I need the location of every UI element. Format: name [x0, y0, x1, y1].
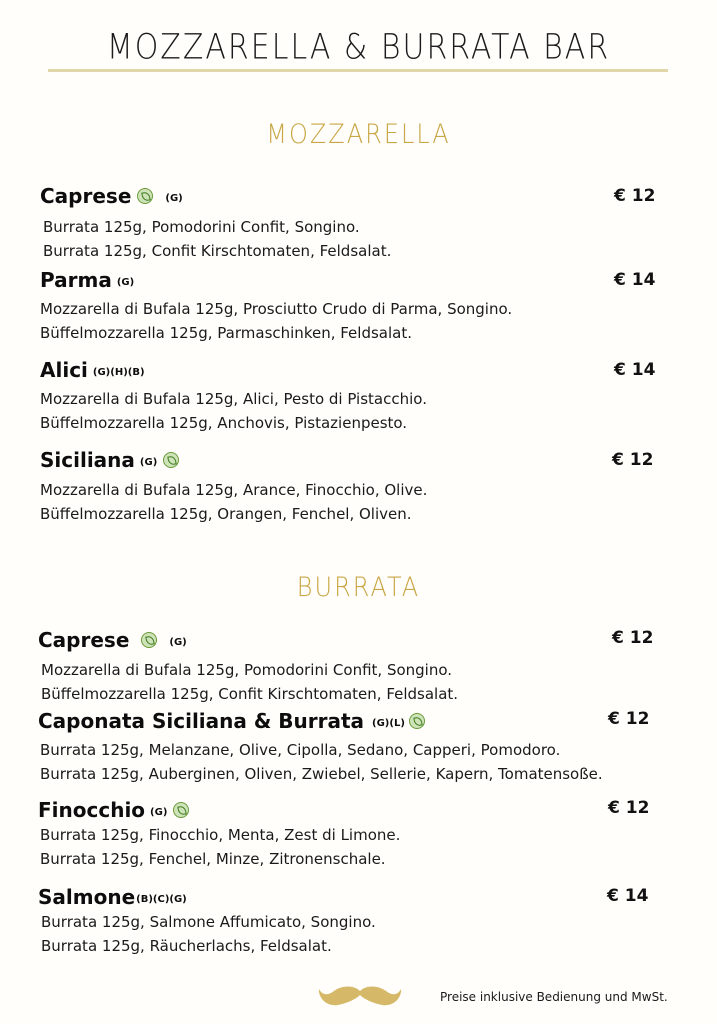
item-name-row: [40, 448, 179, 472]
item-name: Alici: [40, 358, 88, 382]
item-description-german: Büffelmozzarella 125g, Anchovis, Pistazienpesto.: [40, 414, 408, 432]
item-price: € 12: [612, 450, 654, 470]
item-description-italian: Mozzarella di Bufala 125g, Pomodorini Confit, Songino.: [41, 661, 453, 679]
item-name-row: [38, 709, 425, 733]
mustache-icon: [318, 983, 402, 1009]
allergen-codes: (B)(C)(G): [136, 893, 187, 905]
allergen-codes: (G)(L): [372, 717, 405, 729]
item-description-italian: Burrata 125g, Salmone Affumicato, Songino.: [41, 913, 376, 931]
item-name: Parma: [40, 268, 112, 292]
item-name-row: [40, 268, 134, 292]
vegetarian-leaf-icon: [137, 188, 153, 204]
item-description-italian: Burrata 125g, Melanzane, Olive, Cipolla, Sedano, Capperi, Pomodoro.: [40, 741, 561, 759]
item-description-german: Burrata 125g, Confit Kirschtomaten, Feldsalat.: [43, 242, 392, 260]
item-description-italian: Burrata 125g, Finocchio, Menta, Zest di Limone.: [40, 826, 401, 844]
item-description-italian: Burrata 125g, Pomodorini Confit, Songino.: [43, 218, 360, 236]
item-name: Finocchio: [38, 798, 146, 822]
allergen-codes: (G): [139, 456, 158, 468]
allergen-codes: (G): [116, 276, 135, 288]
item-name-row: [38, 628, 187, 652]
allergen-codes: (G)(H)(B): [92, 366, 145, 378]
item-description-german: Büffelmozzarella 125g, Orangen, Fenchel, Oliven.: [40, 505, 412, 523]
item-price: € 12: [614, 186, 656, 206]
vegetarian-leaf-icon: [173, 802, 189, 818]
item-price: € 12: [608, 709, 650, 729]
item-description-german: Büffelmozzarella 125g, Parmaschinken, Feldsalat.: [40, 324, 412, 342]
item-description-german: Burrata 125g, Auberginen, Oliven, Zwiebel, Sellerie, Kapern, Tomatensoße.: [40, 765, 603, 783]
page-title: MOZZARELLA & BURRATA BAR: [106, 27, 611, 68]
item-name: Caponata Siciliana & Burrata: [38, 709, 365, 733]
item-name-row: [38, 885, 187, 909]
item-description-german: Burrata 125g, Räucherlachs, Feldsalat.: [41, 937, 332, 955]
item-description-german: Büffelmozzarella 125g, Confit Kirschtomaten, Feldsalat.: [41, 685, 459, 703]
item-name: Caprese: [38, 628, 130, 652]
item-name: Salmone: [38, 885, 136, 909]
item-description-italian: Mozzarella di Bufala 125g, Arance, Finocchio, Olive.: [40, 481, 428, 499]
item-price: € 12: [608, 798, 650, 818]
section-heading-mozzarella: MOZZARELLA: [266, 118, 451, 150]
item-name: Caprese: [40, 184, 132, 208]
item-price: € 14: [607, 886, 649, 906]
section-heading-burrata: BURRATA: [296, 571, 421, 603]
item-description-german: Burrata 125g, Fenchel, Minze, Zitronenschale.: [40, 850, 386, 868]
item-price: € 14: [614, 360, 656, 380]
allergen-codes: (G): [169, 636, 187, 648]
footer-price-note: Preise inklusive Bedienung und MwSt.: [440, 990, 668, 1004]
allergen-codes: (G): [165, 192, 183, 204]
item-price: € 14: [614, 270, 656, 290]
vegetarian-leaf-icon: [409, 713, 425, 729]
item-name: Siciliana: [40, 448, 135, 472]
item-name-row: [40, 184, 183, 208]
item-price: € 12: [612, 628, 654, 648]
item-description-italian: Mozzarella di Bufala 125g, Prosciutto Crudo di Parma, Songino.: [40, 300, 513, 318]
item-name-row: [40, 358, 145, 382]
vegetarian-leaf-icon: [141, 632, 157, 648]
vegetarian-leaf-icon: [163, 452, 179, 468]
item-description-italian: Mozzarella di Bufala 125g, Alici, Pesto di Pistacchio.: [40, 390, 427, 408]
allergen-codes: (G): [150, 806, 168, 818]
title-divider: [48, 69, 668, 72]
item-name-row: [38, 798, 189, 822]
